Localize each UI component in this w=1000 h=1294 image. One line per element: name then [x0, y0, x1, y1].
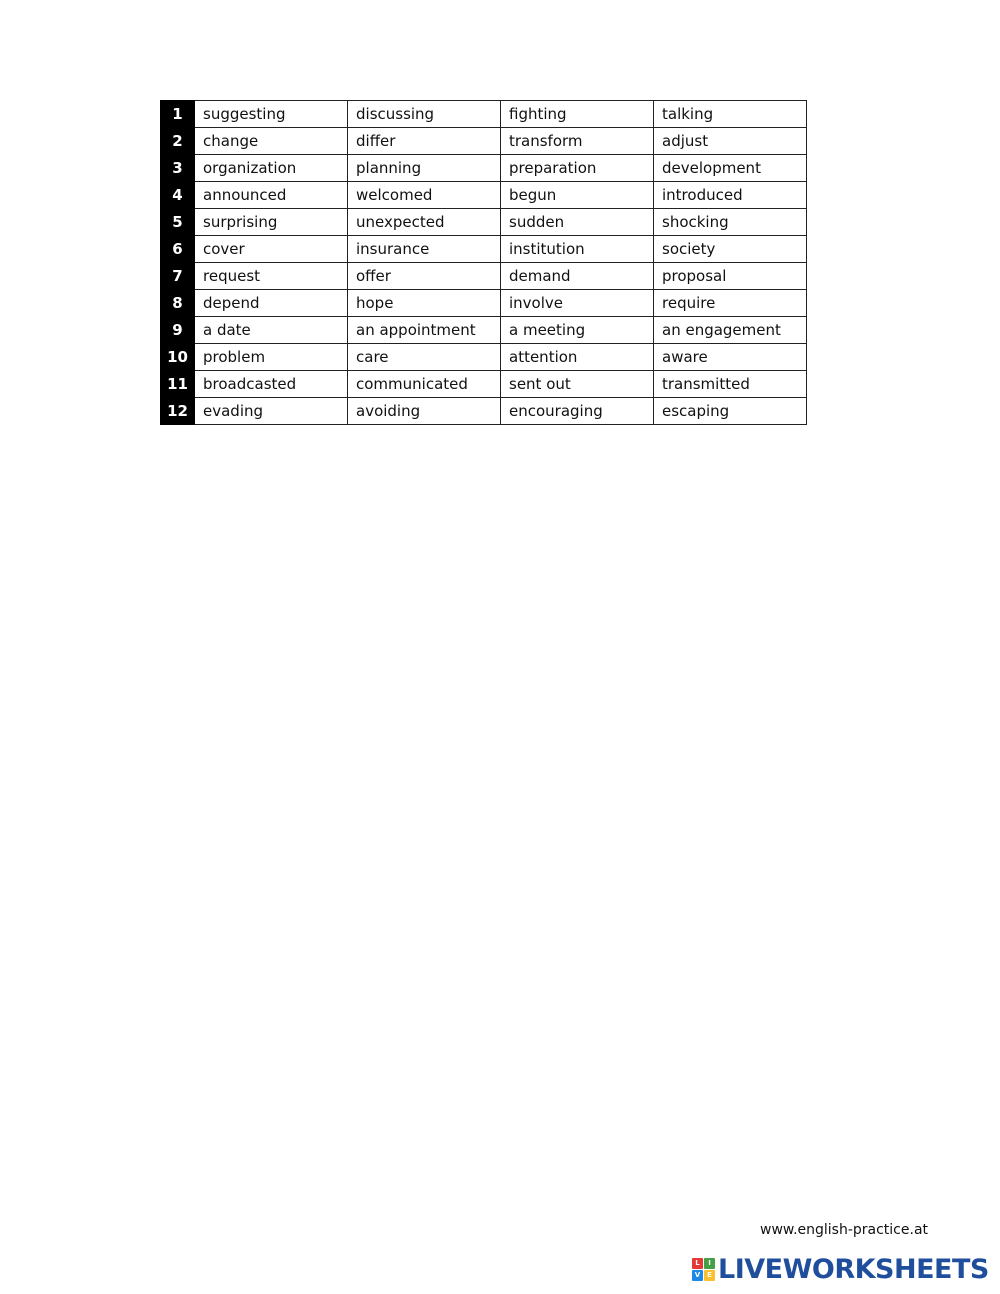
- question-number: 4: [161, 182, 195, 209]
- answer-options-body: [161, 101, 807, 425]
- question-number: 3: [161, 155, 195, 182]
- option-c[interactable]: sent out: [501, 371, 654, 398]
- option-c[interactable]: demand: [501, 263, 654, 290]
- option-c[interactable]: fighting: [501, 101, 654, 128]
- option-c[interactable]: sudden: [501, 209, 654, 236]
- table-row: [161, 263, 807, 290]
- option-a[interactable]: change: [195, 128, 348, 155]
- option-b[interactable]: hope: [348, 290, 501, 317]
- question-number: 11: [161, 371, 195, 398]
- brand-icon-tile: E: [704, 1270, 715, 1281]
- option-c[interactable]: a meeting: [501, 317, 654, 344]
- option-c[interactable]: transform: [501, 128, 654, 155]
- brand-icon-tile: L: [692, 1258, 703, 1269]
- option-b[interactable]: an appointment: [348, 317, 501, 344]
- option-c[interactable]: institution: [501, 236, 654, 263]
- option-d[interactable]: require: [654, 290, 807, 317]
- option-b[interactable]: planning: [348, 155, 501, 182]
- option-a[interactable]: announced: [195, 182, 348, 209]
- option-b[interactable]: differ: [348, 128, 501, 155]
- option-a[interactable]: depend: [195, 290, 348, 317]
- brand-icon-tile: V: [692, 1270, 703, 1281]
- table-row: [161, 398, 807, 425]
- table-row: [161, 155, 807, 182]
- table-row: [161, 371, 807, 398]
- table-row: [161, 317, 807, 344]
- table-row: [161, 128, 807, 155]
- question-number: 1: [161, 101, 195, 128]
- option-b[interactable]: communicated: [348, 371, 501, 398]
- option-a[interactable]: a date: [195, 317, 348, 344]
- option-b[interactable]: insurance: [348, 236, 501, 263]
- option-c[interactable]: begun: [501, 182, 654, 209]
- source-url: www.english-practice.at: [760, 1222, 929, 1238]
- option-b[interactable]: discussing: [348, 101, 501, 128]
- question-number: 7: [161, 263, 195, 290]
- question-number: 9: [161, 317, 195, 344]
- option-d[interactable]: transmitted: [654, 371, 807, 398]
- option-a[interactable]: surprising: [195, 209, 348, 236]
- option-b[interactable]: offer: [348, 263, 501, 290]
- option-a[interactable]: problem: [195, 344, 348, 371]
- option-d[interactable]: an engagement: [654, 317, 807, 344]
- option-a[interactable]: organization: [195, 155, 348, 182]
- option-d[interactable]: shocking: [654, 209, 807, 236]
- table-row: [161, 344, 807, 371]
- question-number: 2: [161, 128, 195, 155]
- option-b[interactable]: avoiding: [348, 398, 501, 425]
- option-d[interactable]: adjust: [654, 128, 807, 155]
- option-b[interactable]: care: [348, 344, 501, 371]
- option-c[interactable]: preparation: [501, 155, 654, 182]
- option-b[interactable]: welcomed: [348, 182, 501, 209]
- option-a[interactable]: suggesting: [195, 101, 348, 128]
- option-c[interactable]: attention: [501, 344, 654, 371]
- option-b[interactable]: unexpected: [348, 209, 501, 236]
- option-a[interactable]: broadcasted: [195, 371, 348, 398]
- liveworksheets-logo: [692, 1253, 989, 1285]
- option-d[interactable]: aware: [654, 344, 807, 371]
- table-row: [161, 182, 807, 209]
- option-d[interactable]: proposal: [654, 263, 807, 290]
- question-number: 8: [161, 290, 195, 317]
- option-d[interactable]: escaping: [654, 398, 807, 425]
- option-c[interactable]: involve: [501, 290, 654, 317]
- option-a[interactable]: evading: [195, 398, 348, 425]
- brand-icon-tile: I: [704, 1258, 715, 1269]
- option-d[interactable]: development: [654, 155, 807, 182]
- table-row: [161, 290, 807, 317]
- table-row: [161, 101, 807, 128]
- question-number: 12: [161, 398, 195, 425]
- answer-options-table: [160, 100, 807, 425]
- option-d[interactable]: introduced: [654, 182, 807, 209]
- option-d[interactable]: society: [654, 236, 807, 263]
- table-row: [161, 209, 807, 236]
- liveworksheets-icon: [692, 1258, 715, 1281]
- question-number: 10: [161, 344, 195, 371]
- option-d[interactable]: talking: [654, 101, 807, 128]
- table-row: [161, 236, 807, 263]
- option-c[interactable]: encouraging: [501, 398, 654, 425]
- question-number: 5: [161, 209, 195, 236]
- question-number: 6: [161, 236, 195, 263]
- option-a[interactable]: cover: [195, 236, 348, 263]
- option-a[interactable]: request: [195, 263, 348, 290]
- liveworksheets-wordmark: LIVEWORKSHEETS: [718, 1253, 989, 1285]
